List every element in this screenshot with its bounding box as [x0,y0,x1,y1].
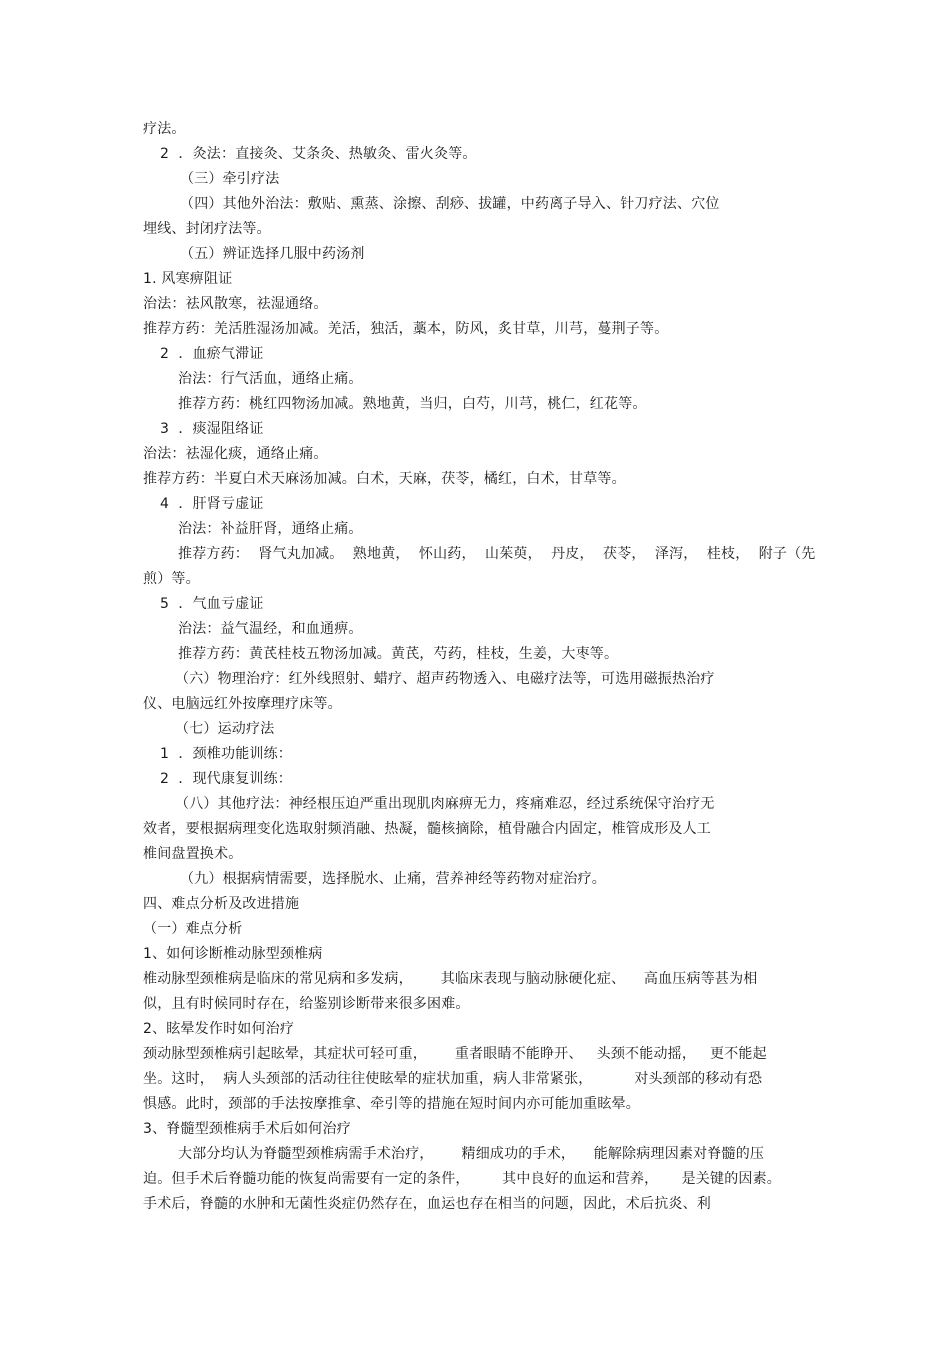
text-line: 手术后，脊髓的水肿和无菌性炎症仍然存在，血运也存在相当的问题，因此，术后抗炎、利 [143,1196,711,1212]
subheading: 2、眩晕发作时如何治疗 [143,1021,295,1037]
text-line: 推荐方药：桃红四物汤加减。熟地黄，当归，白芍，川芎，桃仁，红花等。 [178,396,647,412]
text-line: 煎）等。 [143,571,200,587]
section-heading: （三）牵引疗法 [180,171,280,187]
text-line: 1 ．颈椎功能训练： [160,746,293,762]
text-line: 2 ．灸法：直接灸、艾条灸、热敏灸、雷火灸等。 [160,146,477,162]
subheading: 3 ．痰湿阻络证 [160,421,264,437]
subheading: 1、如何诊断椎动脉型颈椎病 [143,946,323,962]
subheading: 5 ．气血亏虚证 [160,596,264,612]
text-line: 大部分均认为脊髓型颈椎病需手术治疗， 精细成功的手术， 能解除病理因素对脊髓的压 [178,1146,765,1162]
text-line: 迫。但手术后脊髓功能的恢复尚需要有一定的条件， 其中良好的血运和营养， 是关键的因素。 [143,1171,781,1187]
text-line: 效者，要根据病理变化选取射频消融、热凝，髓核摘除，植骨融合内固定，椎管成形及人工 [143,821,711,837]
section-heading: （七）运动疗法 [175,721,275,737]
text-line: （九）根据病情需要，选择脱水、止痛，营养神经等药物对症治疗。 [180,871,606,887]
text-line: 2 ．现代康复训练： [160,771,293,787]
subheading: 4 ．肝肾亏虚证 [160,496,264,512]
section-heading: （五）辨证选择几服中药汤剂 [180,246,365,262]
text-line: 推荐方药：羌活胜湿汤加减。羌活，独活，藁本，防风，炙甘草，川芎，蔓荆子等。 [143,321,669,337]
text-line: （六）物理治疗：红外线照射、蜡疗、超声药物透入、电磁疗法等，可选用磁振热治疗 [175,671,715,687]
text-line: 椎间盘置换术。 [143,846,243,862]
text-line: 推荐方药：半夏白术天麻汤加减。白术，天麻，茯苓，橘红，白术，甘草等。 [143,471,626,487]
text-line: 疗法。 [143,121,186,137]
text-line: 治法：祛风散寒，祛湿通络。 [143,296,328,312]
text-line: 惧感。此时，颈部的手法按摩推拿、牵引等的措施在短时间内亦可能加重眩晕。 [143,1096,640,1112]
text-line: 治法：祛湿化痰，通络止痛。 [143,446,328,462]
text-line: 推荐方药： 肾气丸加减。 熟地黄， 怀山药， 山茱萸， 丹皮， 茯苓， 泽泻， 桂枝， 附子（先 [178,546,816,562]
text-line: 埋线、封闭疗法等。 [143,221,271,237]
text-line: 推荐方药：黄芪桂枝五物汤加减。黄芪，芍药，桂枝，生姜，大枣等。 [178,646,619,662]
text-line: （八）其他疗法：神经根压迫严重出现肌肉麻痹无力，疼痛难忍，经过系统保守治疗无 [175,796,715,812]
subheading: 2 ．血瘀气滞证 [160,346,264,362]
text-line: 颈动脉型颈椎病引起眩晕，其症状可轻可重， 重者眼睛不能睁开、 头颈不能动摇， 更不能起 [143,1046,767,1062]
subheading: 1. 风寒痹阻证 [143,271,233,287]
subheading: 3、脊髓型颈椎病手术后如何治疗 [143,1121,351,1137]
text-line: 治法：行气活血，通络止痛。 [178,371,363,387]
text-line: 似，且有时候同时存在，给鉴别诊断带来很多困难。 [143,996,470,1012]
text-line: （四）其他外治法：敷贴、熏蒸、涂擦、刮痧、拔罐，中药离子导入、针刀疗法、穴位 [180,196,720,212]
text-line: 治法：补益肝肾，通络止痛。 [178,521,363,537]
section-heading: （一）难点分析 [143,921,243,937]
text-line: 坐。这时， 病人头颈部的活动往往使眩晕的症状加重，病人非常紧张， 对头颈部的移动有恐 [143,1071,763,1087]
text-line: 椎动脉型颈椎病是临床的常见病和多发病， 其临床表现与脑动脉硬化症、 高血压病等甚为相 [143,971,758,987]
text-line: 仪、电脑远红外按摩理疗床等。 [143,696,342,712]
section-heading: 四、难点分析及改进措施 [143,896,300,912]
text-line: 治法：益气温经，和血通痹。 [178,621,363,637]
